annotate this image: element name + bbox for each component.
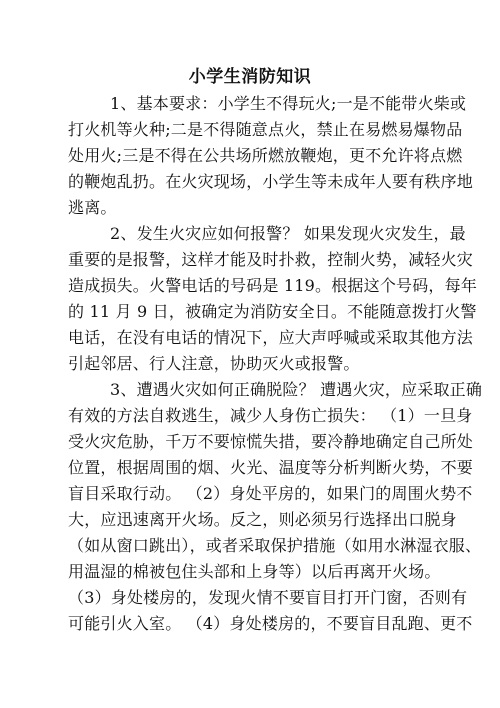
paragraph-4-line-2: 可能引火入室。 （4）身处楼房的，不要盲目乱跑、更不 (68, 614, 473, 633)
paragraph-1-line-1: 1、基本要求：小学生不得玩火;一是不能带火柴或 (110, 94, 467, 113)
paragraph-3-line-5: 盲目采取行动。 （2）身处平房的，如果门的周围火势不 (68, 484, 473, 503)
paragraph-3-line-6: 大，应迅速离开火场。反之，则必须另行选择出口脱身 (68, 510, 457, 529)
paragraph-2-line-1: 2、发生火灾应如何报警？ 如果发现火灾发生，最 (110, 224, 466, 243)
paragraph-2-line-6: 引起邻居、行人注意，协助灭火或报警。 (68, 354, 360, 373)
document-title: 小学生消防知识 (188, 67, 312, 87)
paragraph-1-line-5: 逃离。 (68, 198, 117, 217)
paragraph-2-line-3: 造成损失。火警电话的号码是 119。根据这个号码，每年 (68, 276, 478, 295)
paragraph-3-line-1: 3、遭遇火灾如何正确脱险？ 遭遇火灾，应采取正确 (110, 380, 483, 399)
paragraph-1-line-2: 打火机等火种;二是不得随意点火，禁止在易燃易爆物品 (68, 120, 463, 139)
paragraph-3-line-2: 有效的方法自救逃生，减少人身伤亡损失： （1）一旦身 (68, 406, 473, 425)
paragraph-2-line-4: 的 11 月 9 日，被确定为消防安全日。不能随意拨打火警 (68, 302, 477, 321)
paragraph-1-line-3: 处用火;三是不得在公共场所燃放鞭炮，更不允许将点燃 (68, 146, 463, 165)
paragraph-3-line-8: 用温湿的棉被包住头部和上身等）以后再离开火场。 (68, 562, 441, 581)
paragraph-2-line-5: 电话，在没有电话的情况下，应大声呼喊或采取其他方法 (68, 328, 474, 347)
paragraph-3-line-4: 位置，根据周围的烟、火光、温度等分析判断火势，不要 (68, 458, 474, 477)
paragraph-2-line-2: 重要的是报警，这样才能及时扑救，控制火势，减轻火灾 (68, 250, 474, 269)
paragraph-4-line-1: （3）身处楼房的，发现火情不要盲目打开门窗，否则有 (68, 588, 468, 607)
paragraph-3-line-7: （如从窗口跳出），或者采取保护措施（如用水淋湿衣服、 (68, 536, 482, 555)
paragraph-1-line-4: 的鞭炮乱扔。在火灾现场，小学生等未成年人要有秩序地 (68, 172, 474, 191)
paragraph-3-line-3: 受火灾危胁，千万不要惊慌失措，要冷静地确定自己所处 (68, 432, 474, 451)
